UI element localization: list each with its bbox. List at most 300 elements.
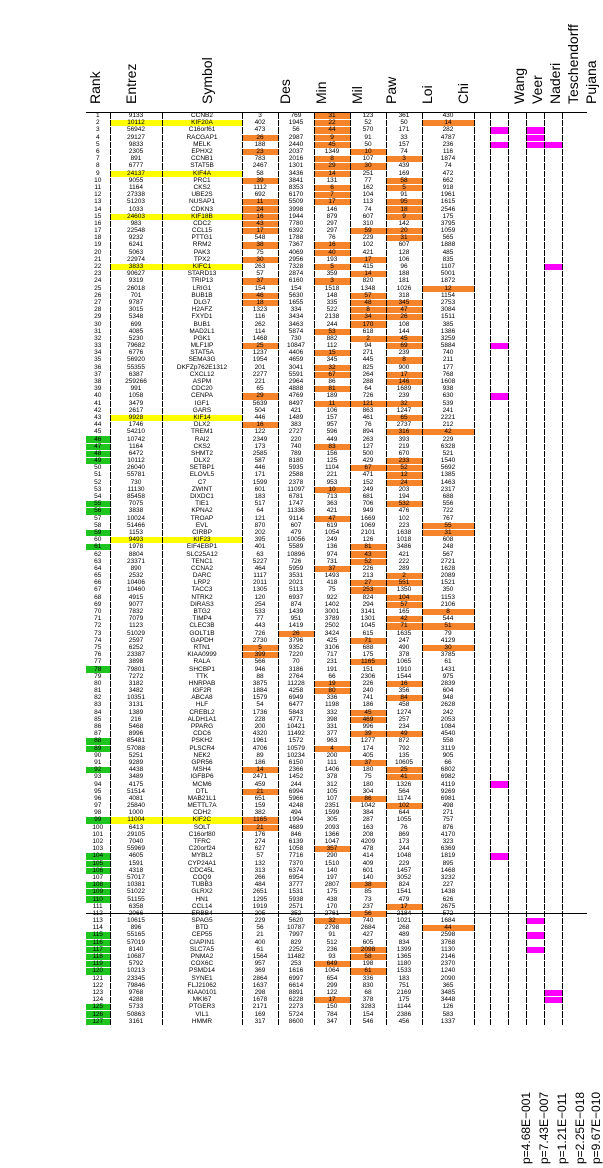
- cell-pujana: [544, 213, 562, 220]
- cell-teschendorff: [526, 450, 544, 457]
- cell-veer: [490, 759, 508, 766]
- cell-entrez: 56942: [110, 127, 162, 134]
- cell-chi: 6369: [422, 846, 474, 853]
- cell-paw: 186: [350, 702, 386, 709]
- cell-mil: 4: [314, 745, 350, 752]
- cell-des: 57: [242, 853, 278, 860]
- cell-rank: 115: [86, 932, 110, 939]
- cell-teschendorff: [526, 896, 544, 903]
- cell-symbol: EIF4EBP1: [162, 544, 242, 551]
- cell-symbol: DIRAS3: [162, 601, 242, 608]
- cell-teschendorff: [526, 623, 544, 630]
- cell-des: 14: [242, 767, 278, 774]
- cell-wang: [474, 932, 490, 939]
- cell-naderi: [508, 242, 526, 249]
- cell-mil: 1599: [314, 810, 350, 817]
- cell-paw: 740: [350, 918, 386, 925]
- cell-symbol: EPHX2: [162, 148, 242, 155]
- cell-chi: 2106: [422, 601, 474, 608]
- cell-entrez: 3482: [110, 688, 162, 695]
- cell-mil: 882: [314, 335, 350, 342]
- cell-rank: 24: [86, 278, 110, 285]
- cell-veer: [490, 752, 508, 759]
- cell-mil: 93: [314, 953, 350, 960]
- cell-mil: 81: [314, 386, 350, 393]
- cell-des: 229: [242, 918, 278, 925]
- cell-entrez: 23371: [110, 558, 162, 565]
- cell-paw: 546: [350, 1018, 386, 1025]
- cell-paw: 86: [350, 795, 386, 802]
- cell-wang: [474, 278, 490, 285]
- cell-mil: 1402: [314, 601, 350, 608]
- cell-rank: 64: [86, 565, 110, 572]
- cell-loi: 458: [386, 702, 422, 709]
- cell-paw: 1277: [350, 738, 386, 745]
- table-row: [86, 824, 562, 831]
- cell-wang: [474, 953, 490, 960]
- cell-wang: [474, 889, 490, 896]
- cell-min: 4069: [278, 249, 314, 256]
- cell-paw: 287: [350, 817, 386, 824]
- cell-rank: 72: [86, 623, 110, 630]
- cell-rank: 6: [86, 148, 110, 155]
- cell-entrez: 57088: [110, 745, 162, 752]
- cell-paw: 249: [350, 486, 386, 493]
- cell-loi: 229: [386, 860, 422, 867]
- cell-symbol: C7: [162, 479, 242, 486]
- cell-veer: [490, 889, 508, 896]
- cell-loi: 869: [386, 831, 422, 838]
- cell-loi: 24: [386, 479, 422, 486]
- cell-rank: 113: [86, 918, 110, 925]
- cell-paw: 4209: [350, 838, 386, 845]
- cell-chi: 688: [422, 493, 474, 500]
- cell-min: 352: [278, 910, 314, 917]
- cell-entrez: 2617: [110, 407, 162, 414]
- cell-teschendorff: [526, 156, 544, 163]
- cell-mil: 136: [314, 544, 350, 551]
- cell-rank: 120: [86, 968, 110, 975]
- cell-wang: [474, 256, 490, 263]
- cell-symbol: KIF20A: [162, 120, 242, 127]
- cell-mil: 2351: [314, 803, 350, 810]
- cell-symbol: CDC6: [162, 731, 242, 738]
- cell-pujana: [544, 364, 562, 371]
- cell-min: 3041: [278, 364, 314, 371]
- cell-teschendorff: [526, 479, 544, 486]
- cell-symbol: NEK2: [162, 752, 242, 759]
- cell-rank: 73: [86, 630, 110, 637]
- cell-loi: 378: [386, 652, 422, 659]
- cell-rank: 22: [86, 263, 110, 270]
- cell-naderi: [508, 688, 526, 695]
- cell-loi: 108: [386, 321, 422, 328]
- cell-des: 726: [242, 630, 278, 637]
- cell-loi: 1635: [386, 630, 422, 637]
- cell-mil: 922: [314, 594, 350, 601]
- cell-loi: 142: [386, 220, 422, 227]
- cell-mil: 377: [314, 731, 350, 738]
- cell-entrez: 3898: [110, 659, 162, 666]
- cell-teschendorff: [526, 429, 544, 436]
- cell-symbol: TIMP4: [162, 616, 242, 623]
- cell-min: 9114: [278, 515, 314, 522]
- cell-min: 769: [278, 113, 314, 120]
- cell-mil: 312: [314, 781, 350, 788]
- cell-rank: 70: [86, 608, 110, 615]
- table-row: [86, 953, 562, 960]
- cell-wang: [474, 407, 490, 414]
- table-row: [86, 120, 562, 127]
- cell-loi: 31: [386, 235, 422, 242]
- table-row: [86, 328, 562, 335]
- cell-entrez: 56920: [110, 357, 162, 364]
- cell-des: 2467: [242, 163, 278, 170]
- cell-veer: [490, 148, 508, 155]
- cell-rank: 66: [86, 580, 110, 587]
- cell-pujana: [544, 551, 562, 558]
- cell-min: 421: [278, 407, 314, 414]
- cell-veer: [490, 961, 508, 968]
- cell-veer: [490, 386, 508, 393]
- cell-chi: 539: [422, 400, 474, 407]
- cell-pujana: [544, 874, 562, 881]
- cell-symbol: PAK3: [162, 249, 242, 256]
- table-row: [86, 192, 562, 199]
- cell-symbol: ASPM: [162, 378, 242, 385]
- cell-paw: 56: [350, 910, 386, 917]
- cell-rank: 33: [86, 343, 110, 350]
- cell-teschendorff: [526, 134, 544, 141]
- cell-loi: 1533: [386, 968, 422, 975]
- cell-loi: 1065: [386, 659, 422, 666]
- cell-des: 200: [242, 723, 278, 730]
- cell-loi: 175: [386, 997, 422, 1004]
- cell-paw: 76: [350, 422, 386, 429]
- cell-pujana: [544, 350, 562, 357]
- cell-veer: [490, 803, 508, 810]
- cell-teschendorff: [526, 414, 544, 421]
- cell-mil: 236: [314, 946, 350, 953]
- cell-loi: 17: [386, 903, 422, 910]
- cell-pujana: [544, 156, 562, 163]
- cell-mil: 717: [314, 652, 350, 659]
- cell-veer: [490, 235, 508, 242]
- table-row: [86, 688, 562, 695]
- cell-min: 6392: [278, 228, 314, 235]
- cell-naderi: [508, 752, 526, 759]
- cell-teschendorff: [526, 752, 544, 759]
- cell-min: 2016: [278, 156, 314, 163]
- cell-loi: 234: [386, 723, 422, 730]
- cell-teschendorff: [526, 551, 544, 558]
- cell-min: 7220: [278, 652, 314, 659]
- cell-wang: [474, 199, 490, 206]
- cell-min: 5724: [278, 1011, 314, 1018]
- cell-wang: [474, 752, 490, 759]
- cell-des: 783: [242, 156, 278, 163]
- cell-teschendorff: [526, 292, 544, 299]
- cell-naderi: [508, 220, 526, 227]
- table-row: [86, 774, 562, 781]
- cell-chi: 2053: [422, 716, 474, 723]
- cell-rank: 48: [86, 450, 110, 457]
- cell-des: 1736: [242, 709, 278, 716]
- cell-mil: 150: [314, 1004, 350, 1011]
- cell-paw: 570: [350, 127, 386, 134]
- cell-rank: 37: [86, 371, 110, 378]
- cell-mil: 2807: [314, 882, 350, 889]
- cell-mil: 125: [314, 458, 350, 465]
- cell-entrez: 2305: [110, 148, 162, 155]
- cell-entrez: 24603: [110, 213, 162, 220]
- cell-paw: 58: [350, 953, 386, 960]
- cell-paw: 45: [350, 709, 386, 716]
- cell-chi: 1608: [422, 378, 474, 385]
- cell-pujana: [544, 242, 562, 249]
- cell-pujana: [544, 795, 562, 802]
- cell-symbol: ZWINT: [162, 486, 242, 493]
- cell-paw: 409: [350, 860, 386, 867]
- cell-veer: [490, 551, 508, 558]
- cell-pujana: [544, 810, 562, 817]
- cell-rank: 86: [86, 723, 110, 730]
- cell-chi: 1888: [422, 242, 474, 249]
- table-row: [86, 803, 562, 810]
- cell-entrez: 699: [110, 321, 162, 328]
- header-wang: Wang: [511, 67, 527, 104]
- cell-paw: 605: [350, 939, 386, 946]
- cell-teschendorff: [526, 228, 544, 235]
- cell-des: 39: [242, 177, 278, 184]
- cell-des: 205: [242, 910, 278, 917]
- cell-pujana: [544, 896, 562, 903]
- cell-wang: [474, 544, 490, 551]
- cell-symbol: CXCL12: [162, 371, 242, 378]
- cell-veer: [490, 673, 508, 680]
- cell-min: 4689: [278, 824, 314, 831]
- cell-teschendorff: [526, 824, 544, 831]
- cell-veer: [490, 292, 508, 299]
- cell-naderi: [508, 371, 526, 378]
- cell-entrez: 10615: [110, 918, 162, 925]
- table-row: [86, 558, 562, 565]
- cell-teschendorff: [526, 170, 544, 177]
- cell-pujana: [544, 292, 562, 299]
- cell-veer: [490, 544, 508, 551]
- cell-paw: 824: [350, 594, 386, 601]
- table-row: [86, 788, 562, 795]
- cell-mil: 1518: [314, 285, 350, 292]
- cell-rank: 35: [86, 357, 110, 364]
- cell-min: 6949: [278, 695, 314, 702]
- cell-des: 443: [242, 623, 278, 630]
- cell-symbol: CDC20: [162, 386, 242, 393]
- cell-min: 2987: [278, 134, 314, 141]
- cell-pujana: [544, 1004, 562, 1011]
- cell-naderi: [508, 1011, 526, 1018]
- cell-teschendorff: [526, 163, 544, 170]
- cell-chi: 1468: [422, 867, 474, 874]
- cell-teschendorff: [526, 925, 544, 932]
- cell-pujana: [544, 436, 562, 443]
- cell-des: 254: [242, 601, 278, 608]
- cell-pujana: [544, 623, 562, 630]
- cell-mil: 2502: [314, 623, 350, 630]
- cell-rank: 15: [86, 213, 110, 220]
- cell-chi: 4129: [422, 637, 474, 644]
- table-row: [86, 608, 562, 615]
- cell-wang: [474, 321, 490, 328]
- cell-symbol: CCNA2: [162, 565, 242, 572]
- cell-min: 8180: [278, 458, 314, 465]
- cell-wang: [474, 292, 490, 299]
- cell-symbol: PNMA2: [162, 953, 242, 960]
- cell-entrez: 6252: [110, 644, 162, 651]
- cell-naderi: [508, 256, 526, 263]
- cell-veer: [490, 1004, 508, 1011]
- cell-pujana: [544, 465, 562, 472]
- cell-symbol: PSKH2: [162, 738, 242, 745]
- cell-loi: 1638: [386, 529, 422, 536]
- cell-entrez: 10406: [110, 580, 162, 587]
- cell-des: 395: [242, 537, 278, 544]
- cell-min: 56: [278, 127, 314, 134]
- cell-rank: 28: [86, 307, 110, 314]
- cell-teschendorff: [526, 838, 544, 845]
- cell-min: 5935: [278, 465, 314, 472]
- cell-des: 202: [242, 529, 278, 536]
- cell-pujana: [544, 544, 562, 551]
- cell-wang: [474, 781, 490, 788]
- table-row: [86, 551, 562, 558]
- cell-veer: [490, 228, 508, 235]
- cell-symbol: C16orf61: [162, 127, 242, 134]
- cell-des: 26: [242, 134, 278, 141]
- cell-chi: 918: [422, 184, 474, 191]
- cell-des: 114: [242, 328, 278, 335]
- cell-chi: 4540: [422, 731, 474, 738]
- cell-rank: 65: [86, 573, 110, 580]
- cell-symbol: TREM1: [162, 429, 242, 436]
- cell-chi: 626: [422, 896, 474, 903]
- cell-chi: 1154: [422, 292, 474, 299]
- cell-naderi: [508, 652, 526, 659]
- cell-chi: 1153: [422, 594, 474, 601]
- cell-naderi: [508, 235, 526, 242]
- cell-des: 1579: [242, 695, 278, 702]
- table-row: [86, 889, 562, 896]
- cell-min: 2440: [278, 141, 314, 148]
- cell-wang: [474, 299, 490, 306]
- table-row: [86, 1011, 562, 1018]
- cell-loi: 1180: [386, 961, 422, 968]
- cell-pujana: [544, 594, 562, 601]
- cell-min: 1994: [278, 817, 314, 824]
- cell-rank: 75: [86, 644, 110, 651]
- cell-loi: 316: [386, 429, 422, 436]
- cell-veer: [490, 529, 508, 536]
- table-row: [86, 616, 562, 623]
- cell-paw: 71: [350, 637, 386, 644]
- cell-wang: [474, 882, 490, 889]
- cell-symbol: KIF4A: [162, 170, 242, 177]
- cell-veer: [490, 946, 508, 953]
- cell-chi: 44: [422, 925, 474, 932]
- cell-min: 5591: [278, 371, 314, 378]
- cell-paw: 949: [350, 508, 386, 515]
- cell-rank: 29: [86, 314, 110, 321]
- cell-entrez: 2532: [110, 573, 162, 580]
- cell-entrez: 10024: [110, 515, 162, 522]
- cell-symbol: DLX2: [162, 422, 242, 429]
- cell-min: 6150: [278, 759, 314, 766]
- cell-paw: 14: [350, 271, 386, 278]
- cell-mil: 32: [314, 918, 350, 925]
- cell-loi: 670: [386, 450, 422, 457]
- cell-paw: 34: [350, 314, 386, 321]
- cell-veer: [490, 594, 508, 601]
- cell-veer: [490, 256, 508, 263]
- cell-teschendorff: [526, 659, 544, 666]
- cell-min: 2021: [278, 580, 314, 587]
- cell-min: 334: [278, 307, 314, 314]
- cell-paw: 75: [350, 774, 386, 781]
- cell-pujana: [544, 846, 562, 853]
- cell-min: 3436: [278, 170, 314, 177]
- cell-rank: 62: [86, 551, 110, 558]
- cell-wang: [474, 1011, 490, 1018]
- cell-symbol: TACC3: [162, 587, 242, 594]
- table-row: [86, 357, 562, 364]
- cell-naderi: [508, 307, 526, 314]
- cell-des: 313: [242, 867, 278, 874]
- cell-pujana: [544, 903, 562, 910]
- cell-loi: 2386: [386, 1011, 422, 1018]
- cell-pujana: [544, 853, 562, 860]
- cell-symbol: MYBL2: [162, 853, 242, 860]
- cell-mil: 1406: [314, 767, 350, 774]
- cell-min: 479: [278, 529, 314, 536]
- cell-mil: 131: [314, 177, 350, 184]
- cell-entrez: 57017: [110, 874, 162, 881]
- cell-des: 37: [242, 278, 278, 285]
- cell-rank: 25: [86, 285, 110, 292]
- table-row: [86, 968, 562, 975]
- cell-symbol: UBE2S: [162, 192, 242, 199]
- cell-rank: 90: [86, 752, 110, 759]
- cell-chi: 177: [422, 364, 474, 371]
- cell-chi: 6981: [422, 795, 474, 802]
- cell-rank: 8: [86, 163, 110, 170]
- cell-teschendorff: [526, 278, 544, 285]
- cell-entrez: 1164: [110, 443, 162, 450]
- cell-pujana: [544, 307, 562, 314]
- table-row: [86, 235, 562, 242]
- cell-loi: 456: [386, 1018, 422, 1025]
- table-row: [86, 515, 562, 522]
- cell-pujana: [544, 630, 562, 637]
- cell-pujana: [544, 343, 562, 350]
- table-row: [86, 767, 562, 774]
- cell-des: 1954: [242, 357, 278, 364]
- cell-des: 1468: [242, 335, 278, 342]
- cell-symbol: BUB1: [162, 321, 242, 328]
- cell-teschendorff: [526, 630, 544, 637]
- cell-loi: 9: [386, 213, 422, 220]
- cell-naderi: [508, 537, 526, 544]
- cell-entrez: 11004: [110, 817, 162, 824]
